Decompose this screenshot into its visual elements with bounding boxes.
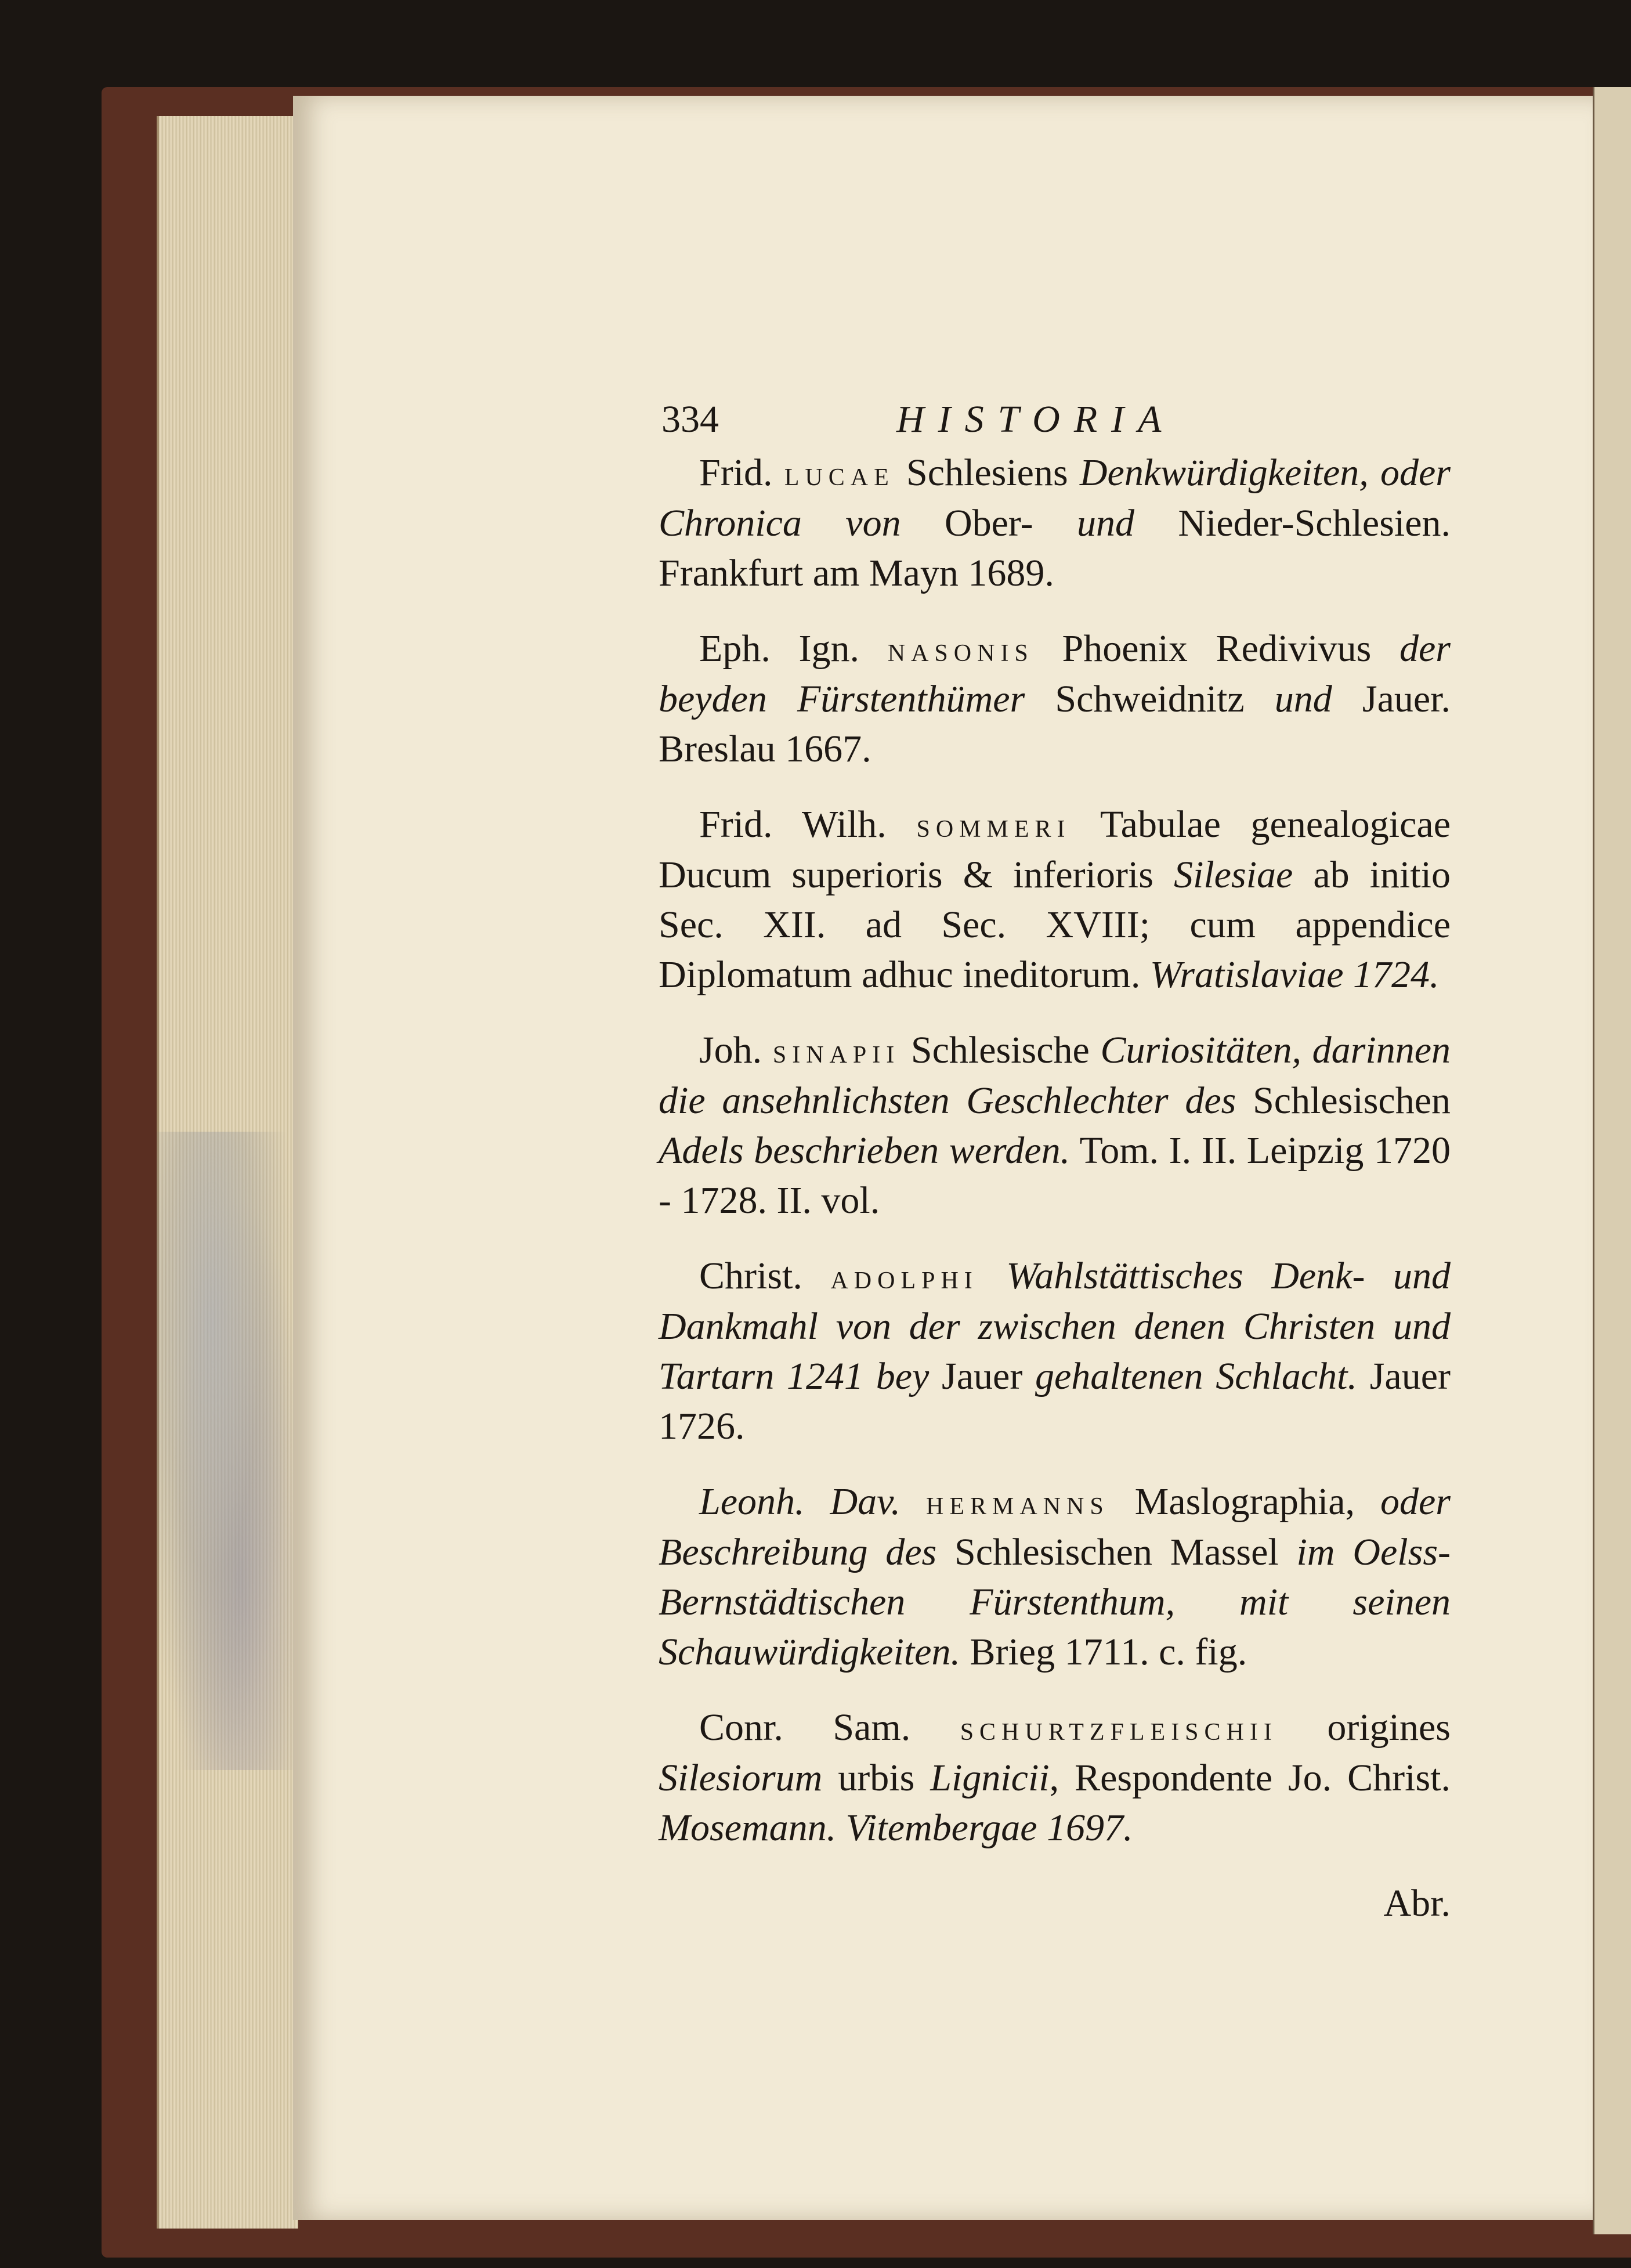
entry-text: , Respondente Jo. Christ. bbox=[1049, 1757, 1451, 1799]
entry-text: Christ. bbox=[699, 1255, 831, 1297]
entry-text: Jauer. Breslau 1667. bbox=[659, 678, 1451, 770]
author-name: lucae bbox=[784, 454, 895, 493]
entry-text: Schlesischen Massel bbox=[936, 1531, 1297, 1573]
entry-text: Frid. Wilh. bbox=[699, 803, 917, 846]
italic-text: und bbox=[1033, 502, 1134, 544]
italic-text: Wahlstättisches Denk- und Dankmahl von der zwischen denen Christen und Tartarn 1241 bey bbox=[659, 1255, 1451, 1397]
italic-text: oder Beschreibung des bbox=[659, 1480, 1451, 1573]
entry-text: Nieder-Schlesien. Frankfurt am Mayn 1689. bbox=[659, 502, 1451, 594]
bibliography-entry bbox=[659, 800, 1451, 1000]
page-number: 334 bbox=[661, 398, 719, 440]
entry-text: origines bbox=[1277, 1706, 1451, 1749]
italic-text: Leonh. Dav. bbox=[699, 1480, 926, 1523]
italic-text: Denkwürdigkeiten, oder Chronica von bbox=[659, 452, 1451, 544]
entry-text: Tom. I. II. Leipzig 1720 - 1728. II. vol. bbox=[659, 1129, 1451, 1222]
italic-text: Mosemann. Vitembergae 1697. bbox=[659, 1807, 1133, 1849]
entry-text: Maslographia, bbox=[1109, 1480, 1381, 1523]
catchword: Abr. bbox=[1383, 1882, 1451, 1924]
author-name: hermanns bbox=[925, 1483, 1109, 1522]
bibliography-entry bbox=[659, 1025, 1451, 1226]
author-name: nasonis bbox=[887, 630, 1034, 669]
author-name: schurtzfleischii bbox=[960, 1709, 1278, 1747]
bibliography-entry bbox=[659, 1251, 1451, 1451]
entry-text: Conr. Sam. bbox=[699, 1706, 960, 1749]
entry-text: Schweidnitz bbox=[1025, 678, 1275, 720]
entry-text: ab initio Sec. XII. ad Sec. XVIII; cum appendice Diplomatum adhuc ineditorum. bbox=[659, 854, 1451, 996]
italic-text: der beyden Fürstenthümer bbox=[659, 627, 1451, 720]
entry-text: Schlesischen bbox=[1236, 1079, 1451, 1122]
bibliography-entry bbox=[659, 1477, 1451, 1677]
entry-text: Eph. Ign. bbox=[699, 627, 888, 670]
bibliography-entry bbox=[659, 448, 1451, 598]
italic-text: und bbox=[1274, 678, 1332, 720]
italic-text: Wratislaviae 1724. bbox=[1149, 954, 1440, 996]
bibliography-entry bbox=[659, 1703, 1451, 1853]
italic-text: Curiositäten, darinnen die ansehnlichsten Geschlechter des bbox=[659, 1029, 1451, 1122]
entry-text: urbis bbox=[822, 1757, 931, 1799]
italic-text: Lignicii bbox=[930, 1757, 1050, 1799]
entry-text: Joh. bbox=[699, 1029, 773, 1071]
author-name: sommeri bbox=[916, 806, 1071, 844]
italic-text: im Oelss-Bernstädtischen Fürstenthum, mit seinen Schauwürdigkeiten. bbox=[659, 1531, 1451, 1673]
facing-page-edge bbox=[1593, 87, 1631, 2234]
marbled-edge bbox=[157, 1132, 296, 1770]
entry-text: Phoenix Redivivus bbox=[1033, 627, 1400, 670]
entry-text: Jauer bbox=[929, 1355, 1035, 1397]
page-text bbox=[659, 395, 1451, 1928]
entry-text: Ober- bbox=[901, 502, 1033, 544]
running-title: HISTORIA bbox=[896, 398, 1176, 440]
entry-text: Frid. bbox=[699, 452, 784, 494]
author-name: sinapii bbox=[772, 1032, 901, 1070]
entry-text: Schlesische bbox=[900, 1029, 1101, 1071]
bibliography-entries bbox=[659, 448, 1451, 1853]
entry-text: Schlesiens bbox=[894, 452, 1080, 494]
italic-text: Adels beschrieben werden. bbox=[659, 1129, 1071, 1172]
author-name: adolphi bbox=[830, 1258, 978, 1296]
entry-text: Brieg 1711. c. fig. bbox=[960, 1631, 1247, 1673]
entry-text: Tabulae genealogicae Ducum superioris & inferioris bbox=[659, 803, 1451, 896]
entry-text: Jauer 1726. bbox=[659, 1355, 1451, 1447]
page-header bbox=[659, 395, 1451, 445]
italic-text: gehaltenen Schlacht. bbox=[1035, 1355, 1358, 1397]
italic-text: Silesiae bbox=[1173, 854, 1293, 896]
italic-text: Silesiorum bbox=[659, 1757, 823, 1799]
bibliography-entry bbox=[659, 624, 1451, 774]
